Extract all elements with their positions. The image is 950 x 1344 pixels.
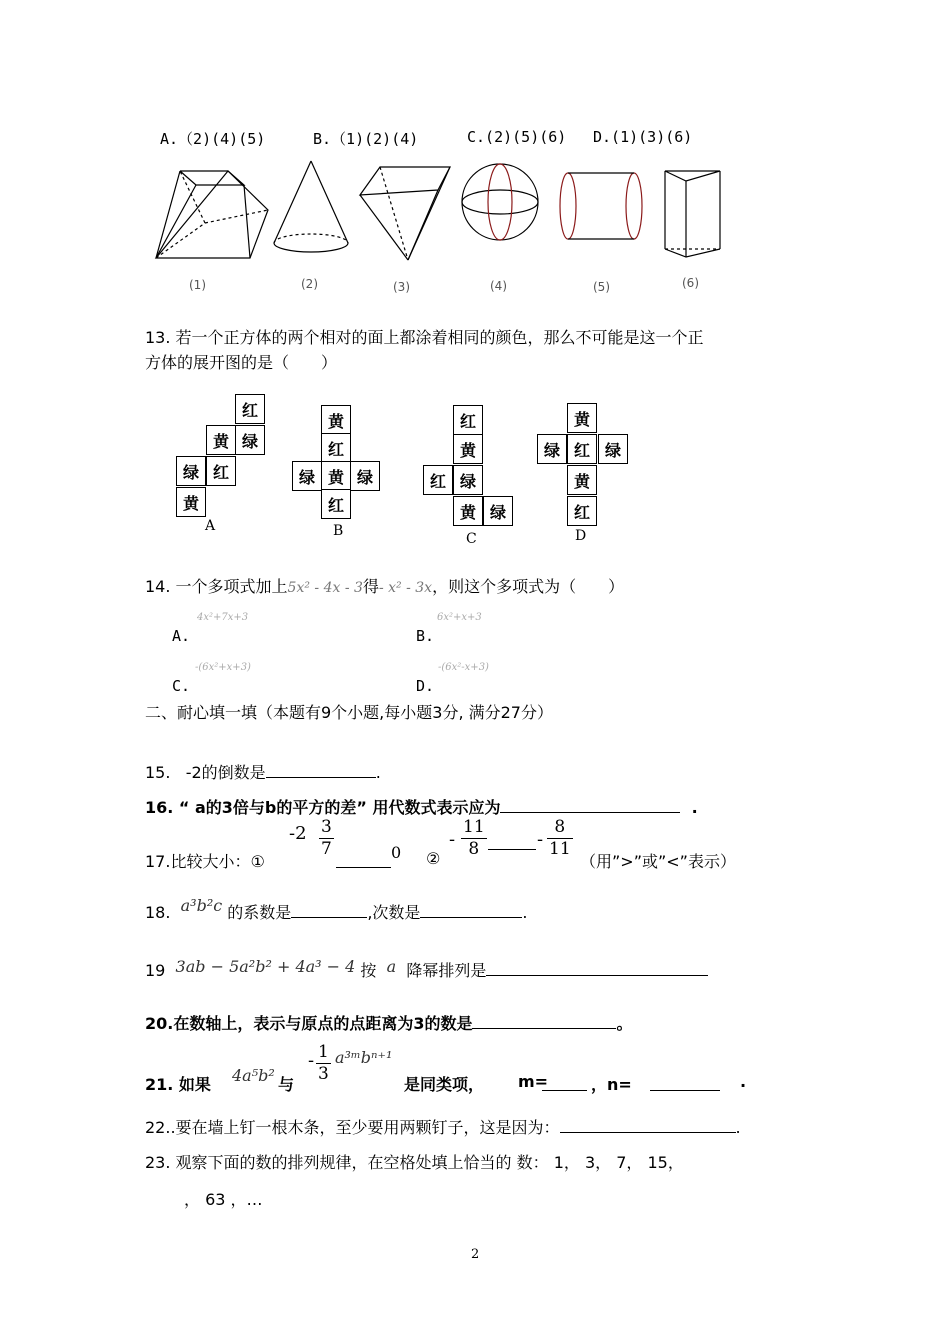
- q13-line-1: 13. 若一个正方体的两个相对的面上都涂着相同的颜色，那么不可能是这一个正: [145, 328, 704, 347]
- q17-blank-1[interactable]: [336, 851, 391, 868]
- net-b-cell: 黄: [321, 405, 351, 435]
- net-a-cell: 黄: [206, 425, 236, 455]
- q23-line-1: 23. 观察下面的数的排列规律，在空格处填上恰当的 数： 1， 3， 7， 15，: [145, 1153, 684, 1172]
- figure-label-6: (6): [682, 276, 699, 290]
- figure-label-1: (1): [189, 278, 206, 292]
- net-c-cell: 黄: [453, 496, 483, 526]
- q12-option-b: B.（1)(2)(4): [313, 130, 419, 148]
- net-d-cell: 红: [567, 434, 597, 464]
- q14-option-d: D.: [416, 677, 435, 695]
- net-a-cell: 绿: [235, 425, 265, 455]
- net-a-cell: 绿: [176, 456, 206, 486]
- net-a-cell: 黄: [176, 487, 206, 517]
- net-b-cell: 绿: [350, 461, 380, 491]
- net-c-cell: 绿: [483, 496, 513, 526]
- q13-line-2: 方体的展开图的是（ ）: [145, 353, 338, 372]
- q19-blank[interactable]: [486, 959, 708, 976]
- q22: 22..要在墙上钉一根木条，至少要用两颗钉子，这是因为： .: [145, 1118, 741, 1137]
- net-label-a: A: [205, 518, 216, 534]
- q20: 20.在数轴上，表示与原点的点距离为3的数是 。: [145, 1014, 633, 1033]
- figure-label-2: (2): [301, 277, 318, 291]
- q21-blank-m[interactable]: [542, 1074, 587, 1091]
- fraction-3-7: $\frac{3}{7}$: [321, 817, 332, 860]
- q18: 18. a³b²c 的系数是 ,次数是 .: [145, 896, 528, 922]
- section-heading: 二、耐心填一填（本题有9个小题,每小题3分, 满分27分）: [145, 703, 553, 722]
- q12-option-c: C.(2)(5)(6): [467, 128, 567, 146]
- net-d-cell: 绿: [598, 434, 628, 464]
- q15: 15. -2的倒数是 .: [145, 763, 381, 782]
- q14-answer-a: 4x²+7x+3: [197, 612, 249, 623]
- page-number: 2: [471, 1247, 480, 1262]
- q16-blank[interactable]: [500, 796, 680, 813]
- net-a-cell: 红: [235, 394, 265, 424]
- q15-blank[interactable]: [266, 761, 376, 778]
- q21: 21. 如果 4a⁵b² 与 - $\frac{1}{3}$ a³ᵐbⁿ⁺¹ 是同类项， m= ，n= .: [145, 1042, 747, 1094]
- net-c-cell: 红: [423, 465, 453, 495]
- net-label-b: B: [333, 523, 344, 539]
- q21-blank-n[interactable]: [650, 1074, 720, 1091]
- net-a-cell: 红: [206, 456, 236, 486]
- q19: 19 3ab − 5a²b² + 4a³ − 4 按 a 降幂排列是: [145, 958, 708, 981]
- net-d-cell: 黄: [567, 403, 597, 433]
- net-b-cell: 红: [321, 489, 351, 519]
- q16: 16. “ a的3倍与b的平方的差” 用代数式表示应为 .: [145, 798, 698, 817]
- q18-blank-2[interactable]: [420, 901, 522, 918]
- fraction-8-11: $\frac{8}{11}$: [549, 817, 571, 860]
- net-c-cell: 绿: [453, 465, 483, 495]
- figure-label-3: (3): [393, 280, 410, 294]
- net-d-cell: 绿: [537, 434, 567, 464]
- net-b-cell: 绿: [292, 461, 322, 491]
- net-c-cell: 红: [453, 405, 483, 435]
- net-label-d: D: [575, 528, 587, 544]
- q14-option-a: A.: [172, 627, 191, 645]
- q14-answer-b: 6x²+x+3: [437, 612, 482, 623]
- net-b-cell: 红: [321, 433, 351, 463]
- fraction-1-3: $\frac{1}{3}$: [318, 1042, 329, 1085]
- q12-option-a: A.（2)(4)(5): [160, 130, 266, 148]
- cube-nets: [0, 0, 950, 560]
- q14-answer-d: -(6x²-x+3): [438, 662, 489, 673]
- net-d-cell: 红: [567, 496, 597, 526]
- q14-option-c: C.: [172, 677, 191, 695]
- q12-option-d: D.(1)(3)(6): [593, 128, 693, 146]
- net-b-cell: 黄: [321, 461, 351, 491]
- q22-blank[interactable]: [560, 1116, 736, 1133]
- q14-answer-c: -(6x²+x+3): [195, 662, 251, 673]
- fraction-11-8: $\frac{11}{8}$: [463, 817, 485, 860]
- q23-line-2: ， 63 ，…: [184, 1190, 263, 1209]
- q14-option-b: B.: [416, 627, 435, 645]
- q20-blank[interactable]: [472, 1012, 616, 1029]
- q18-blank-1[interactable]: [291, 901, 367, 918]
- net-label-c: C: [466, 531, 477, 547]
- q17-blank-2[interactable]: [488, 833, 536, 850]
- q14-stem: 14. 一个多项式加上5x² - 4x - 3得- x² - 3x，则这个多项式为（ ）: [145, 577, 625, 596]
- figure-label-4: (4): [490, 279, 507, 293]
- figure-label-5: (5): [593, 280, 610, 294]
- net-c-cell: 黄: [453, 434, 483, 464]
- net-d-cell: 黄: [567, 465, 597, 495]
